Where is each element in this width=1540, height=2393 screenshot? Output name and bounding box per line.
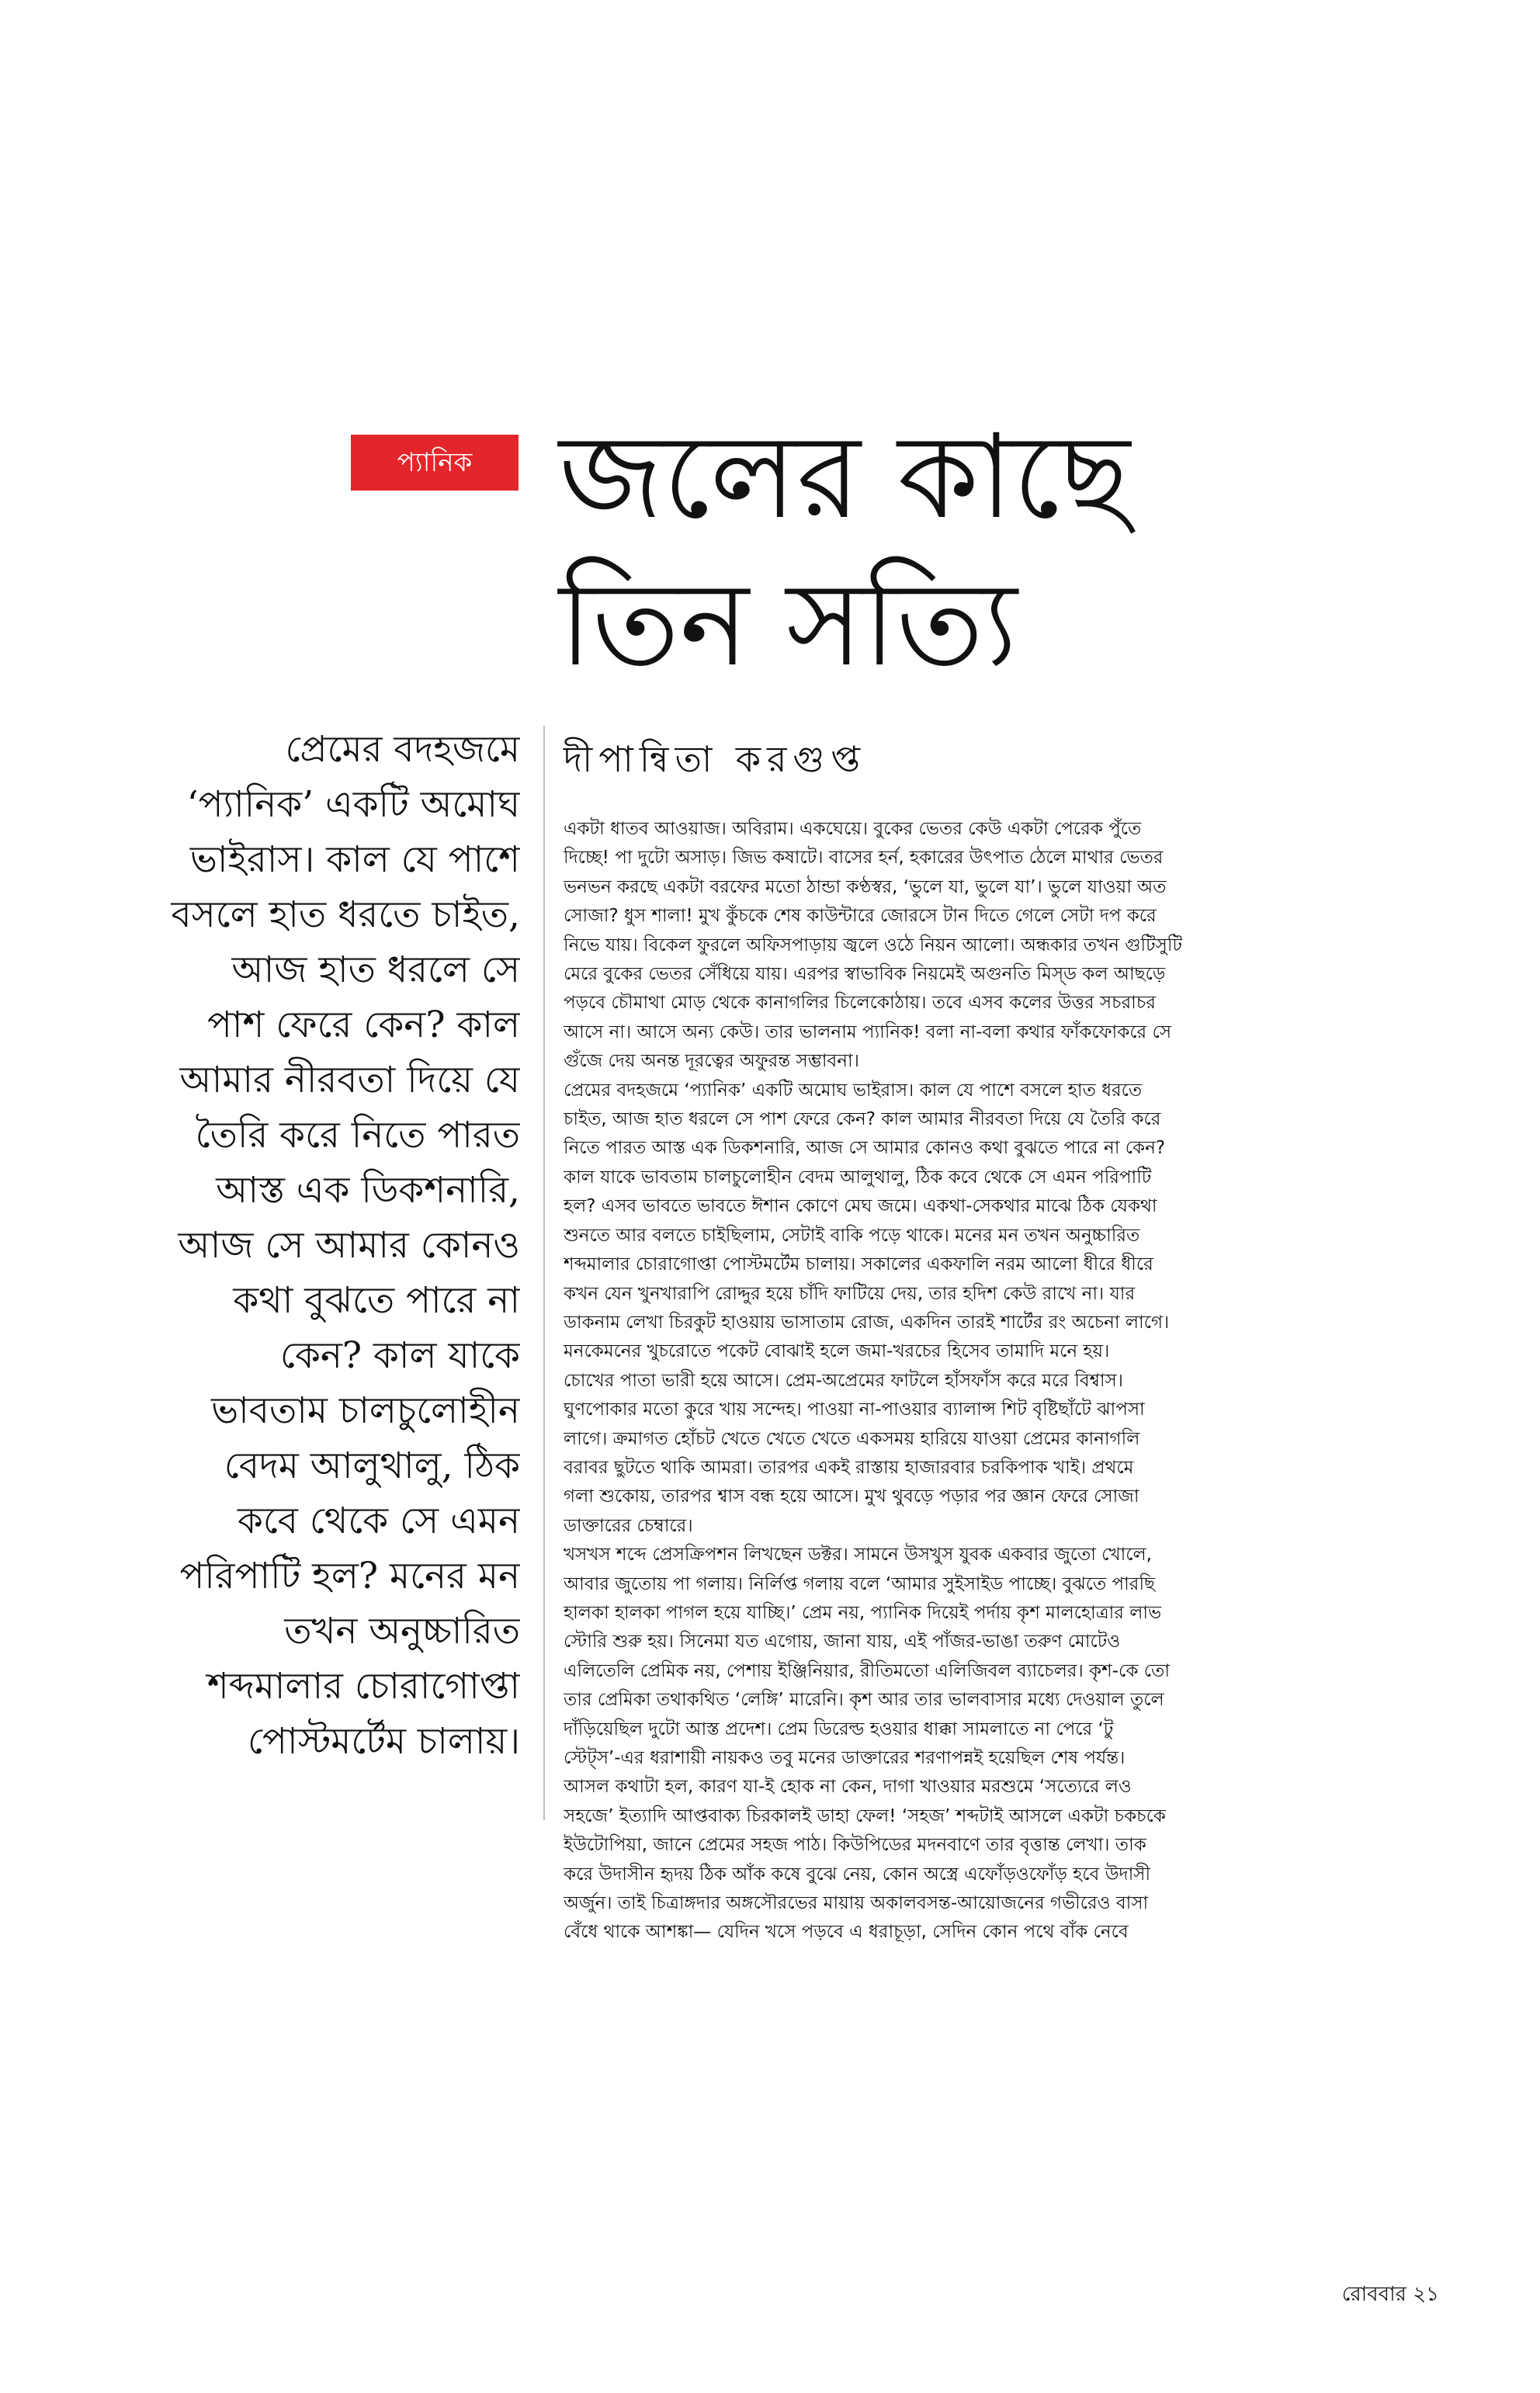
pull-quote-line: কথা বুঝতে পারে না [233,1279,520,1322]
body-line: সোজা? ধুস শালা! মুখ কুঁচকে শেষ কাউন্টারে জোরসে টান দিতে গেলে সেটা দপ করে [564,906,1157,927]
pull-quote [109,722,520,1824]
body-line: পড়বে চৌমাথা মোড় থেকে কানাগলির চিলেকোঠায়। তবে এসব কলের উত্তর সচরাচর [564,993,1156,1014]
pull-quote-line: প্রেমের বদহজমে [285,728,520,771]
body-line: লাগে। ক্রমাগত হোঁচট খেতে খেতে খেতে একসময় হারিয়ে যাওয়া প্রেমের কানাগলি [564,1428,1140,1449]
body-line: ডাকনাম লেখা চিরকুট হাওয়ায় ভাসাতাম রোজ, একদিন তারই শার্টের রং অচেনা লাগে। [564,1312,1170,1333]
pull-quote-line: পরিপাটি হল? মনের মন [179,1555,520,1597]
pull-quote-line: আমার নীরবতা দিয়ে যে [179,1059,520,1101]
body-line: খসখস শব্দে প্রেসক্রিপশন লিখছেন ডক্টর। সামনে উসখুস যুবক একবার জুতো খোলে, [564,1545,1152,1566]
body-line: মেরে বুকের ভেতর সেঁধিয়ে যায়। এরপর স্বাভাবিক নিয়মেই অগুনতি মিস্‌ড কল আছড়ে [564,964,1166,985]
body-line: স্টোরি শুরু হয়। সিনেমা যত এগোয়, জানা যায়, এই পাঁজর-ভাঙা তরুণ মোটেও [564,1632,1121,1653]
body-line: ভনভন করছে একটা বরফের মতো ঠান্ডা কণ্ঠস্বর, ‘ভুলে যা, ভুলে যা’। ভুলে যাওয়া অত [564,876,1167,897]
body-line: আসল কথাটা হল, কারণ যা-ই হোক না কেন, দাগা খাওয়ার মরশুমে ‘সত্যেরে লও [564,1777,1132,1798]
body-line: গলা শুকোয়, তারপর শ্বাস বন্ধ হয়ে আসে। মুখ থুবড়ে পড়ার পর জ্ঞান ফেরে সোজা [564,1486,1139,1507]
body-line: চোখের পাতা ভারী হয়ে আসে। প্রেম-অপ্রেমের ফাটলে হাঁসফাঁস করে মরে বিশ্বাস। [564,1370,1123,1391]
pull-quote-line: শব্দমালার চোরাগোপ্তা [206,1665,520,1708]
body-line: বেঁধে থাকে আশঙ্কা— যেদিন খসে পড়বে এ ধরাচূড়া, সেদিন কোন পথে বাঁক নেবে [564,1922,1129,1943]
pull-quote-line: পোস্টমর্টেম চালায়। [247,1720,520,1763]
body-line: হল? এসব ভাবতে ভাবতে ঈশান কোণে মেঘ জমে। একথা-সেকথার মাঝে ঠিক যেকথা [564,1196,1157,1217]
body-line: তার প্রেমিকা তথাকথিত ‘লেঙ্গি’ মারেনি। কৃশ আর তার ভালবাসার মধ্যে দেওয়াল তুলে [564,1690,1164,1711]
pull-quote-line: আজ সে আমার কোনও [178,1224,520,1267]
column-divider [543,726,545,1820]
body-line: প্রেমের বদহজমে ‘প্যানিক’ একটি অমোঘ ভাইরাস। কাল যে পাশে বসলে হাত ধরতে [564,1080,1143,1101]
pull-quote-line: কেন? কাল যাকে [279,1334,520,1377]
article-body [564,815,1441,2274]
body-line: মনকেমনের খুচরোতে পকেট বোঝাই হলে জমা-খরচের হিসেব তামাদি মনে হয়। [564,1341,1110,1362]
category-tag: প্যানিক [351,435,519,491]
body-line: নিতে পারত আস্ত এক ডিকশনারি, আজ সে আমার কোনও কথা বুঝতে পারে না কেন? [564,1138,1166,1159]
headline [559,404,1335,699]
pull-quote-line: ভাবতাম চালচুলোহীন [211,1389,520,1432]
pull-quote-line: ‘প্যানিক’ একটি অমোঘ [186,783,520,826]
headline-line: তিন সত্যি [559,557,1018,692]
body-line: এলিতেলি প্রেমিক নয়, পেশায় ইঞ্জিনিয়ার, রীতিমতো এলিজিবল ব্যাচেলর। কৃশ-কে তো [564,1660,1171,1681]
byline: দীপান্বিতা করগুপ্ত [564,738,867,780]
body-line: চাইত, আজ হাত ধরলে সে পাশ ফেরে কেন? কাল আমার নীরবতা দিয়ে যে তৈরি করে [564,1109,1161,1130]
body-line: শব্দমালার চোরাগোপ্তা পোস্টমর্টেম চালায়। সকালের একফালি নরম আলো ধীরে ধীরে [564,1254,1153,1275]
headline-line: জলের কাছে [559,410,1131,545]
body-line: দাঁড়িয়েছিল দুটো আস্ত প্রদেশ। প্রেম ডিরেল্ড হওয়ার ধাক্কা সামলাতে না পেরে ‘টু [564,1718,1114,1739]
body-line: কখন যেন খুনখারাপি রোদ্দুর হয়ে চাঁদি ফাটিয়ে দেয়, তার হদিশ কেউ রাখে না। যার [564,1283,1136,1304]
body-line: সহজে’ ইত্যাদি আপ্তবাক্য চিরকালই ডাহা ফেল! ‘সহজ’ শব্দটাই আসলে একটা চকচকে [564,1805,1166,1826]
body-line: ঘুণপোকার মতো কুরে খায় সন্দেহ। পাওয়া না-পাওয়ার ব্যালান্স শিট বৃষ্টিছাঁটে ঝাপসা [564,1399,1145,1420]
pull-quote-line: কবে থেকে সে এমন [237,1500,520,1542]
body-line: স্টেট্‌স’-এর ধরাশায়ী নায়কও তবু মনের ডাক্তারের শরণাপন্নই হয়েছিল শেষ পর্যন্ত। [564,1748,1126,1768]
pull-quote-line: আজ হাত ধরলে সে [231,949,520,991]
body-line: অর্জুন। তাই চিত্রাঙ্গদার অঙ্গসৌরভের মায়ায় অকালবসন্ত-আয়োজনের গভীরেও বাসা [564,1893,1149,1914]
body-line: গুঁজে দেয় অনন্ত দূরত্বের অফুরন্ত সম্ভাবনা। [564,1051,859,1072]
page-footer: রোববার ২১ [1341,2283,1439,2306]
body-line: আসে না। আসে অন্য কেউ। তার ভালনাম প্যানিক! বলা না-বলা কথার ফাঁকফোকরে সে [564,1021,1172,1042]
body-line: ইউটোপিয়া, জানে প্রেমের সহজ পাঠ। কিউপিডের মদনবাণে তার বৃত্তান্ত লেখা। তাক [564,1835,1146,1856]
pull-quote-line: তখন অনুচ্চারিত [284,1610,520,1653]
body-line: শুনতে আর বলতে চাইছিলাম, সেটাই বাকি পড়ে থাকে। মনের মন তখন অনুচ্চারিত [564,1225,1140,1246]
pull-quote-line: পাশ ফেরে কেন? কাল [206,1004,520,1046]
body-line: নিভে যায়। বিকেল ফুরলে অফিসপাড়ায় জ্বলে ওঠে নিয়ন আলো। অন্ধকার তখন গুটিসুটি [564,935,1182,955]
body-line: করে উদাসীন হৃদয় ঠিক আঁক কষে বুঝে নেয়, কোন অস্ত্রে এফোঁড়ওফোঁড় হবে উদাসী [564,1864,1151,1885]
body-line: দিচ্ছে! পা দুটো অসাড়। জিভ কষাটে। বাসের হর্ন, হকারের উৎপাত ঠেলে মাথার ভেতর [564,848,1164,869]
pull-quote-line: আস্ত এক ডিকশনারি, [216,1169,520,1212]
body-line: কাল যাকে ভাবতাম চালচুলোহীন বেদম আলুথালু, ঠিক কবে থেকে সে এমন পরিপাটি [564,1167,1152,1188]
pull-quote-line: ভাইরাস। কাল যে পাশে [189,838,520,881]
pull-quote-line: তৈরি করে নিতে পারত [195,1114,520,1157]
body-line: হালকা হালকা পাগল হয়ে যাচ্ছি।’ প্রেম নয়, প্যানিক দিয়েই পর্দায় কৃশ মালহোত্রার লাভ [564,1602,1162,1623]
pull-quote-line: বেদম আলুথালু, ঠিক [224,1444,520,1487]
body-line: ডাক্তারের চেম্বারে। [564,1515,693,1536]
body-line: বরাবর ছুটতে থাকি আমরা। তারপর একই রাস্তায় হাজারবার চরকিপাক খাই। প্রথমে [564,1457,1134,1478]
pull-quote-line: বসলে হাত ধরতে চাইত, [171,893,520,936]
body-line: একটা ধাতব আওয়াজ। অবিরাম। একঘেয়ে। বুকের ভেতর কেউ একটা পেরেক পুঁতে [564,819,1142,839]
body-line: আবার জুতোয় পা গলায়। নির্লিপ্ত গলায় বলে ‘আমার সুইসাইড পাচ্ছে। বুঝতে পারছি [564,1573,1155,1594]
